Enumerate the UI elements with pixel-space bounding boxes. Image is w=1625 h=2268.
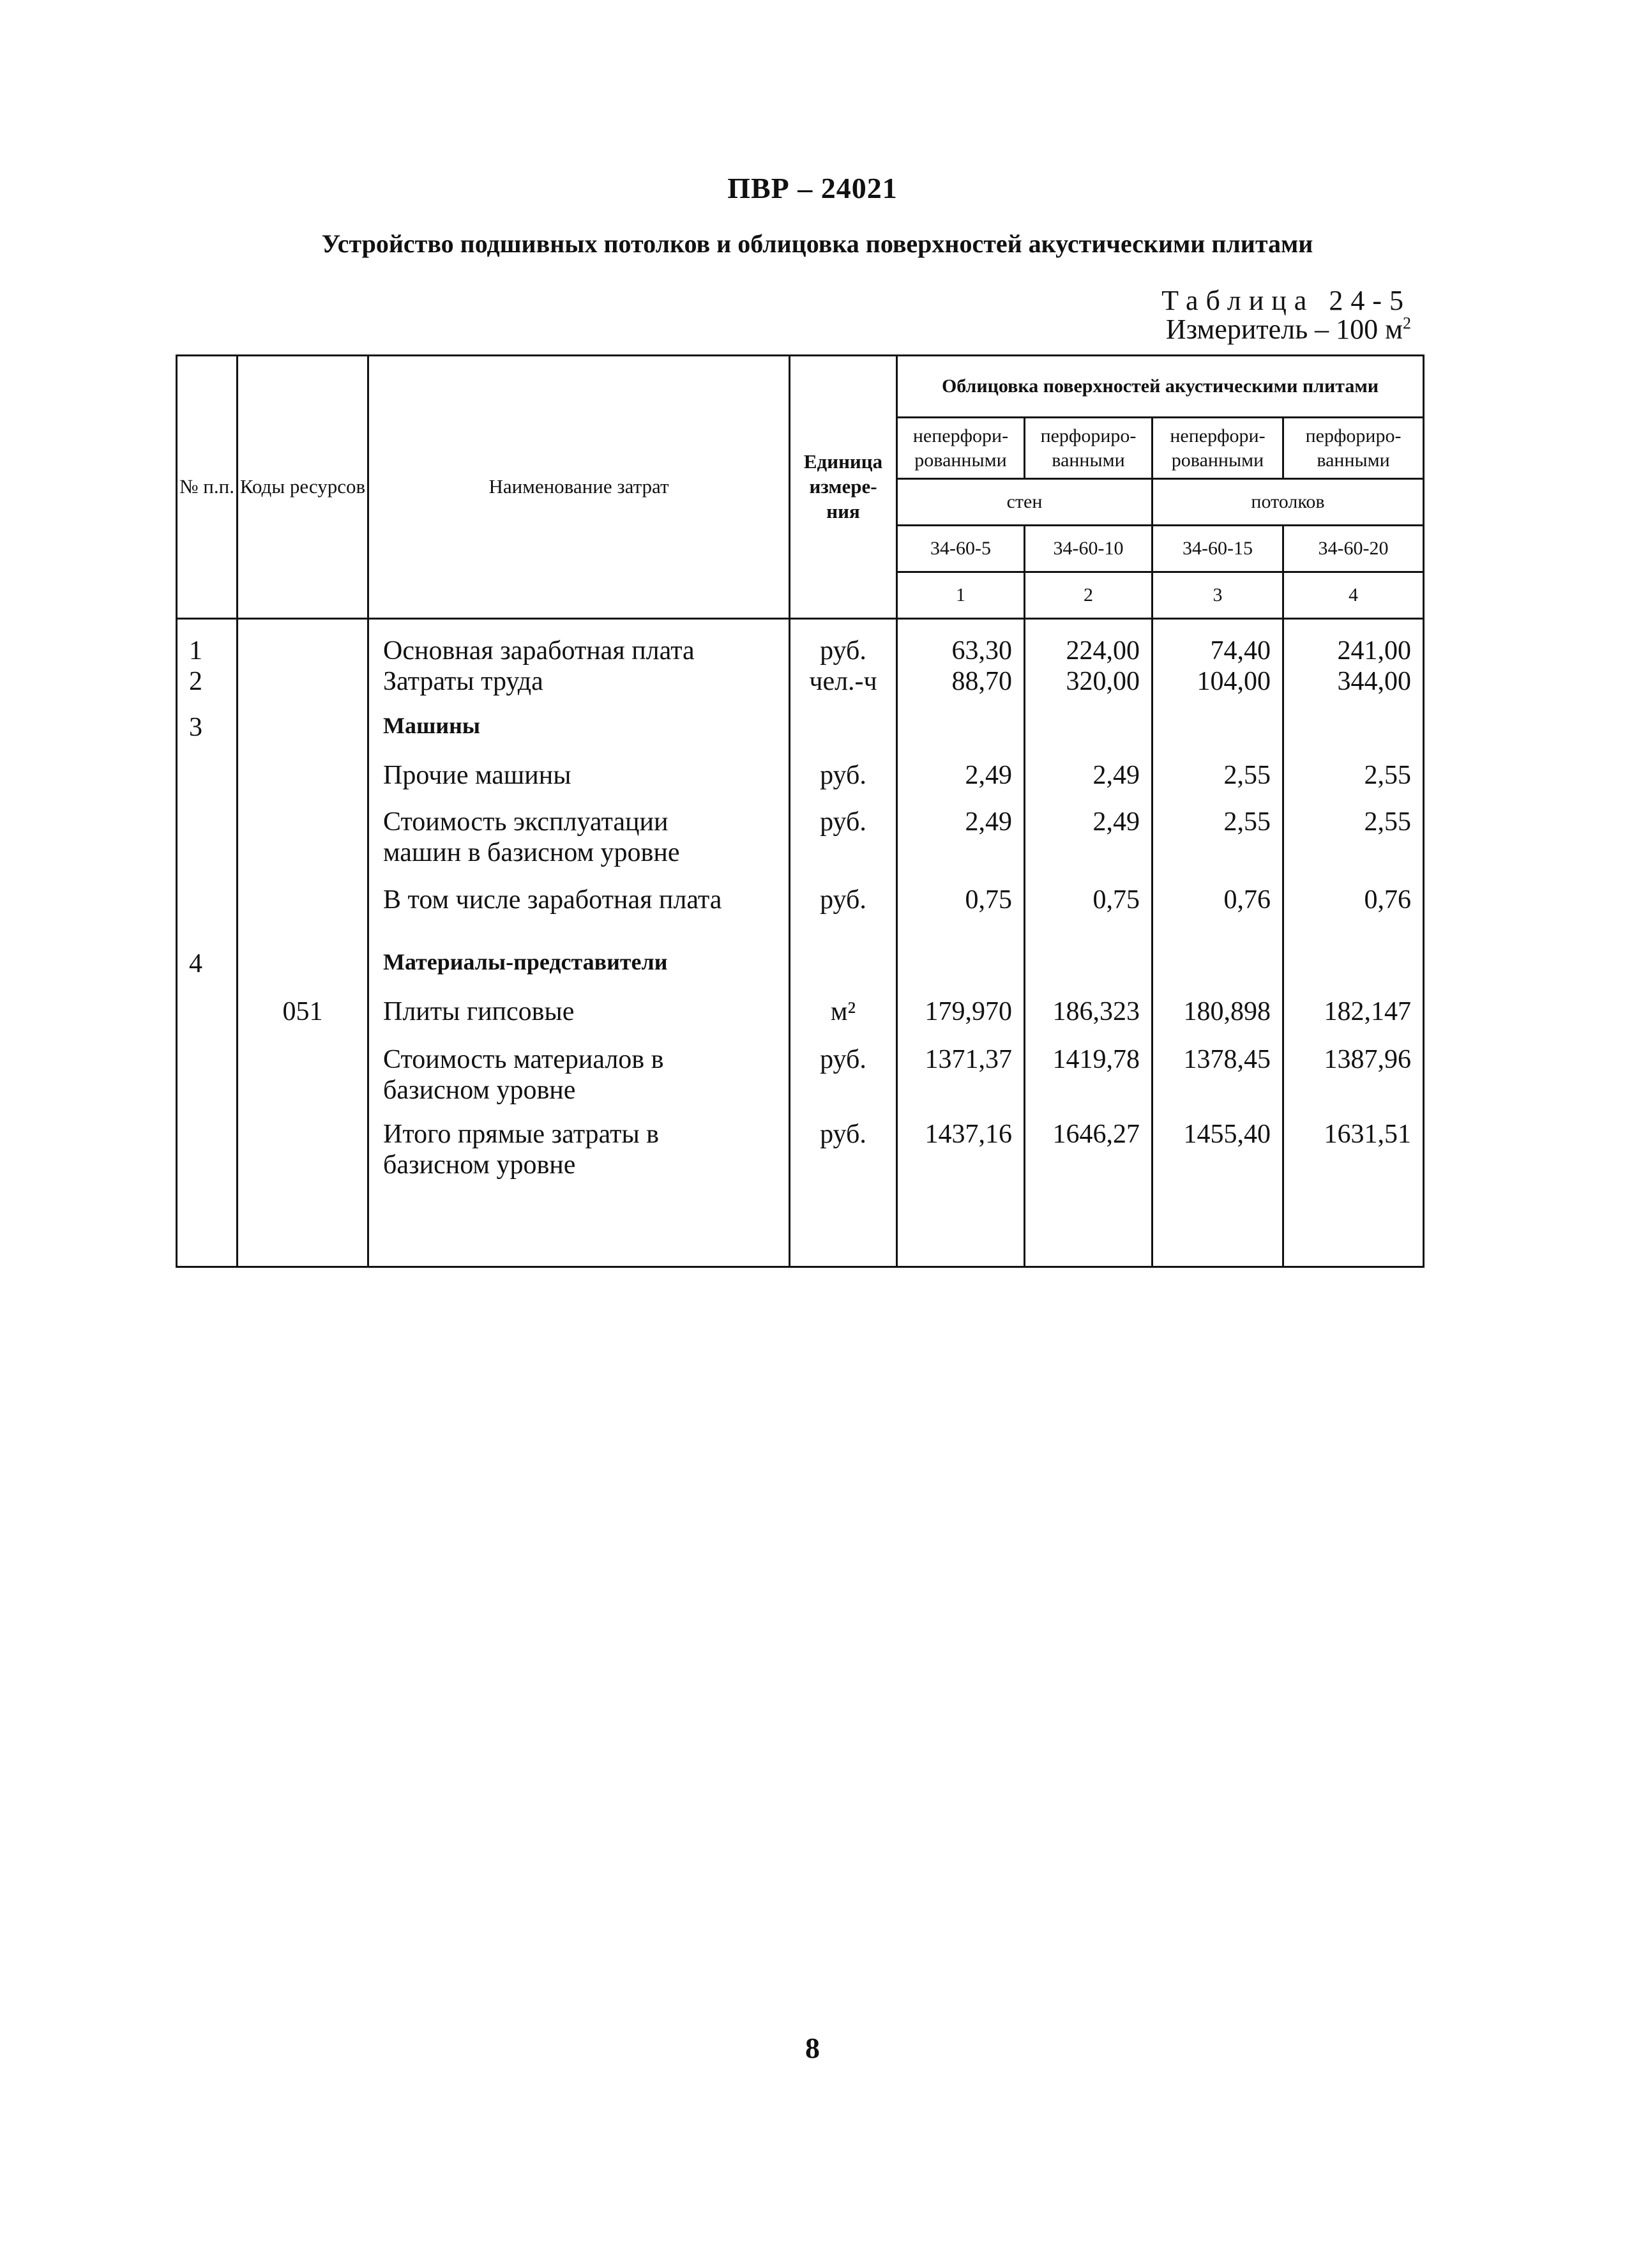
row-value: 1371,37 xyxy=(925,1045,1012,1074)
header-codes: Коды ресурсов xyxy=(238,356,368,619)
header-walls: стен xyxy=(897,479,1153,526)
row-value: 2,49 xyxy=(965,807,1012,837)
row-value: 1455,40 xyxy=(1183,1120,1271,1149)
row-unit: руб. xyxy=(820,807,866,837)
row-value: 182,147 xyxy=(1324,997,1412,1026)
row-name: базисном уровне xyxy=(383,1150,576,1180)
row-value: 1631,51 xyxy=(1324,1120,1412,1149)
row-num: 2 xyxy=(189,667,202,696)
row-name: Плиты гипсовые xyxy=(383,997,575,1026)
row-name: базисном уровне xyxy=(383,1076,576,1105)
row-value: 180,898 xyxy=(1183,997,1271,1026)
row-value: 320,00 xyxy=(1066,667,1140,696)
row-value: 2,55 xyxy=(1223,761,1271,790)
row-value: 0,76 xyxy=(1364,885,1412,915)
body-col-v1 xyxy=(897,619,1025,1267)
header-group: Облицовка поверхностей акустическими плитами xyxy=(897,356,1424,418)
row-value: 224,00 xyxy=(1066,636,1140,666)
row-value: 104,00 xyxy=(1197,667,1271,696)
row-value: 2,55 xyxy=(1223,807,1271,837)
header-sub-2: перфориро- ванными xyxy=(1025,418,1153,479)
row-unit: руб. xyxy=(820,761,866,790)
body-col-unit xyxy=(790,619,897,1267)
row-value: 74,40 xyxy=(1210,636,1271,666)
row-value: 2,49 xyxy=(965,761,1012,790)
row-unit: руб. xyxy=(820,885,866,915)
header-index-1: 1 xyxy=(897,572,1025,619)
row-unit: чел.-ч xyxy=(809,667,877,696)
header-sub-4: перфориро- ванными xyxy=(1283,418,1424,479)
header-code-2: 34-60-10 xyxy=(1025,526,1153,572)
header-ceilings: потолков xyxy=(1153,479,1424,526)
row-value: 179,970 xyxy=(925,997,1012,1026)
row-name: Прочие машины xyxy=(383,761,571,790)
row-name: Стоимость материалов в xyxy=(383,1045,664,1074)
row-name: машин в базисном уровне xyxy=(383,838,680,867)
row-name: Основная заработная плата xyxy=(383,636,695,666)
row-unit: руб. xyxy=(820,1045,866,1074)
row-value: 63,30 xyxy=(951,636,1012,666)
header-num: № п.п. xyxy=(177,356,238,619)
row-value: 0,75 xyxy=(965,885,1012,915)
row-value: 186,323 xyxy=(1052,997,1140,1026)
row-value: 1419,78 xyxy=(1052,1045,1140,1074)
document-title: Устройство подшивных потолков и облицовка поверхностей акустическими плитами xyxy=(321,229,1313,258)
row-name: Стоимость эксплуатации xyxy=(383,807,669,837)
row-unit: м² xyxy=(830,997,856,1026)
row-name: Затраты труда xyxy=(383,667,543,696)
header-sub-1: неперфори- рованными xyxy=(897,418,1025,479)
row-value: 0,75 xyxy=(1092,885,1140,915)
body-col-name xyxy=(368,619,790,1267)
row-value: 1387,96 xyxy=(1324,1045,1412,1074)
unit-superscript: 2 xyxy=(1403,314,1411,333)
row-num: 4 xyxy=(189,949,202,978)
row-code: 051 xyxy=(282,997,323,1026)
row-value: 241,00 xyxy=(1337,636,1412,666)
row-unit: руб. xyxy=(820,636,866,666)
row-value: 0,76 xyxy=(1223,885,1271,915)
header-index-3: 3 xyxy=(1153,572,1283,619)
row-value: 1437,16 xyxy=(925,1120,1012,1149)
section-heading: Машины xyxy=(383,713,480,738)
header-code-3: 34-60-15 xyxy=(1153,526,1283,572)
cost-table xyxy=(176,354,1425,1268)
row-value: 2,49 xyxy=(1092,807,1140,837)
body-col-codes xyxy=(238,619,368,1267)
document-code: ПВР – 24021 xyxy=(727,172,898,204)
header-code-1: 34-60-5 xyxy=(897,526,1025,572)
section-heading: Материалы-представители xyxy=(383,949,668,975)
table-label: Таблица 24-5 xyxy=(1161,285,1411,316)
row-unit: руб. xyxy=(820,1120,866,1149)
row-value: 1378,45 xyxy=(1183,1045,1271,1074)
row-value: 344,00 xyxy=(1337,667,1412,696)
header-sub-3: неперфори- рованными xyxy=(1153,418,1283,479)
row-value: 88,70 xyxy=(951,667,1012,696)
body-col-v4 xyxy=(1283,619,1424,1267)
header-index-2: 2 xyxy=(1025,572,1153,619)
unit-text: Измеритель – 100 м xyxy=(1165,314,1403,345)
header-code-4: 34-60-20 xyxy=(1283,526,1424,572)
body-col-v3 xyxy=(1153,619,1283,1267)
header-index-4: 4 xyxy=(1283,572,1424,619)
page-number: 8 xyxy=(805,2032,820,2064)
body-col-num xyxy=(177,619,238,1267)
row-num: 3 xyxy=(189,713,202,742)
row-value: 1646,27 xyxy=(1052,1120,1140,1149)
row-name: Итого прямые затраты в xyxy=(383,1120,660,1149)
body-col-v2 xyxy=(1025,619,1153,1267)
row-name: В том числе заработная плата xyxy=(383,885,722,915)
header-name: Наименование затрат xyxy=(368,356,790,619)
row-num: 1 xyxy=(189,636,202,666)
unit-label xyxy=(1166,313,1411,346)
row-value: 2,55 xyxy=(1364,761,1412,790)
header-unit: Единица измере- ния xyxy=(790,356,897,619)
row-value: 2,49 xyxy=(1092,761,1140,790)
row-value: 2,55 xyxy=(1364,807,1412,837)
